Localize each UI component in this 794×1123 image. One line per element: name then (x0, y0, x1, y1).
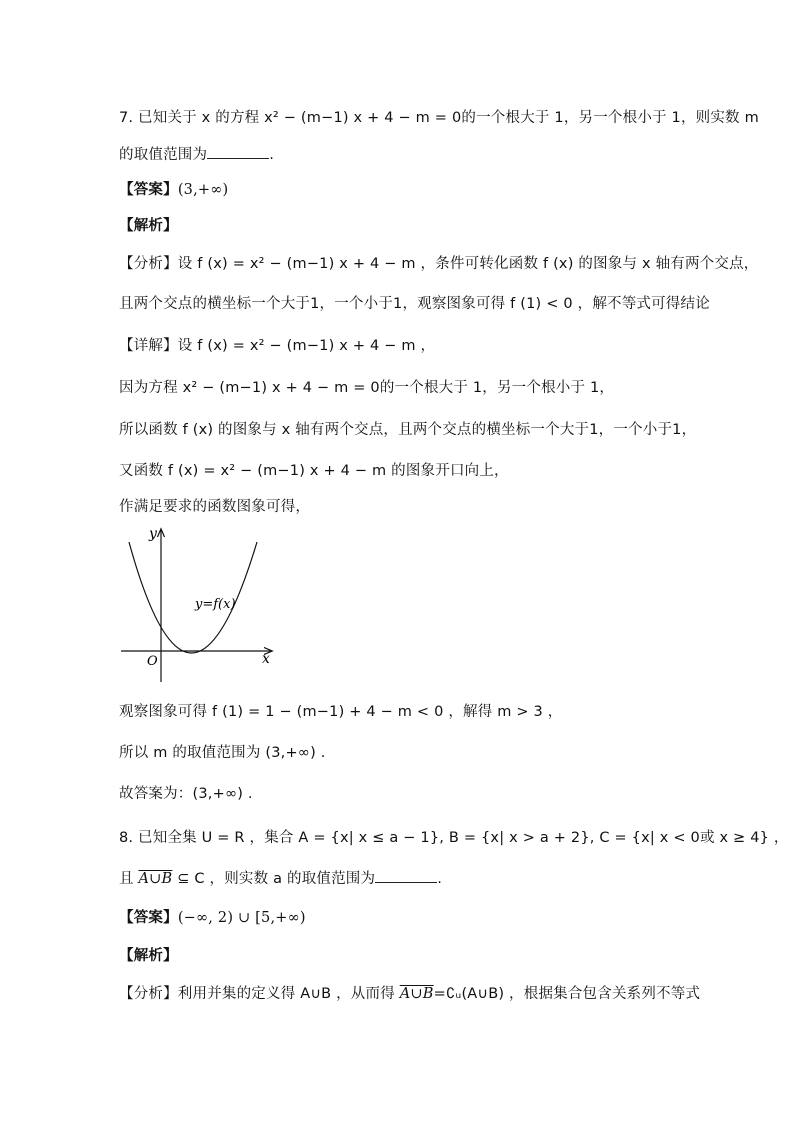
q8-answer-value: (−∞, 2) ∪ [5,+∞) (177, 910, 306, 926)
q7-answer-line (119, 180, 228, 200)
q8-complement-union: A∪B (138, 871, 173, 887)
q8-stem-line-2 (119, 868, 442, 889)
q7-answer-tag: 【答案】 (119, 182, 178, 198)
q7-draw-line: 作满足要求的函数图象可得， (119, 499, 311, 515)
q7-observe-line: 观察图象可得 f (1) = 1 − (m−1) + 4 − m < 0 ，解得 m > 3 ， (119, 704, 563, 720)
x-axis-label: x (262, 651, 270, 667)
q8-stem-line-1: 8. 已知全集 U = R ，集合 A = {x| x ≤ a − 1}, B = {x| x > a + 2}, C = {x| x < 0或 x ≥ 4} ， (119, 830, 789, 846)
q7-stem-prefix: 的取值范围为 (119, 147, 208, 163)
q7-analysis-tag: 【解析】 (119, 218, 178, 234)
q8-fenxi-complement: A∪B (399, 986, 434, 1002)
q7-answer-value: (3,+∞) (177, 182, 229, 198)
q7-fenxi-line-1: 【分析】设 f (x) = x² − (m−1) x + 4 − m ，条件可转化函数 f (x) 的图象与 x 轴有两个交点， (119, 256, 759, 272)
y-axis-label: y (149, 526, 157, 542)
q7-xiangjie-line: 【详解】设 f (x) = x² − (m−1) x + 4 − m ， (119, 338, 436, 354)
q7-range-line: 所以 m 的取值范围为 (3,+∞) . (119, 745, 326, 761)
q8-stem-mid: ⊆ C ，则实数 a 的取值范围为 (172, 871, 376, 887)
q8-analysis-tag: 【解析】 (119, 948, 178, 964)
q7-also-line: 又函数 f (x) = x² − (m−1) x + 4 − m 的图象开口向上， (119, 463, 509, 479)
curve-label: y=f(x) (195, 597, 236, 612)
q8-stem-prefix: 且 (119, 871, 134, 887)
parabola-curve (129, 542, 257, 653)
q8-fenxi-prefix: 【分析】利用并集的定义得 A∪B ，从而得 (119, 986, 400, 1002)
q8-answer-blank (375, 868, 437, 883)
q7-answer-blank (207, 144, 269, 159)
q8-answer-tag: 【答案】 (119, 910, 178, 926)
q8-stem-suffix: . (437, 871, 443, 887)
q8-answer-line (119, 908, 306, 928)
q7-because-line: 因为方程 x² − (m−1) x + 4 − m = 0的一个根大于 1，另一个根小于 1， (119, 380, 615, 396)
q8-fenxi-line (119, 984, 700, 1004)
parabola-graph (119, 522, 279, 682)
q7-so-line: 所以函数 f (x) 的图象与 x 轴有两个交点，且两个交点的横坐标一个大于1，一个小于1， (119, 422, 697, 438)
origin-label: O (147, 654, 158, 669)
q7-stem-line-1: 7. 已知关于 x 的方程 x² − (m−1) x + 4 − m = 0的一个根大于 1，另一个根小于 1，则实数 m (119, 110, 759, 126)
q7-stem-line-2 (119, 144, 274, 165)
q7-stem-suffix: . (269, 147, 275, 163)
q7-fenxi-line-2: 且两个交点的横坐标一个大于1，一个小于1，观察图象可得 f (1) < 0 ，解不等式可得结论 (119, 296, 710, 312)
q7-final-line: 故答案为：(3,+∞) . (119, 786, 253, 802)
q8-fenxi-suffix: =∁ᵤ(A∪B) ，根据集合包含关系列不等式 (433, 986, 701, 1002)
